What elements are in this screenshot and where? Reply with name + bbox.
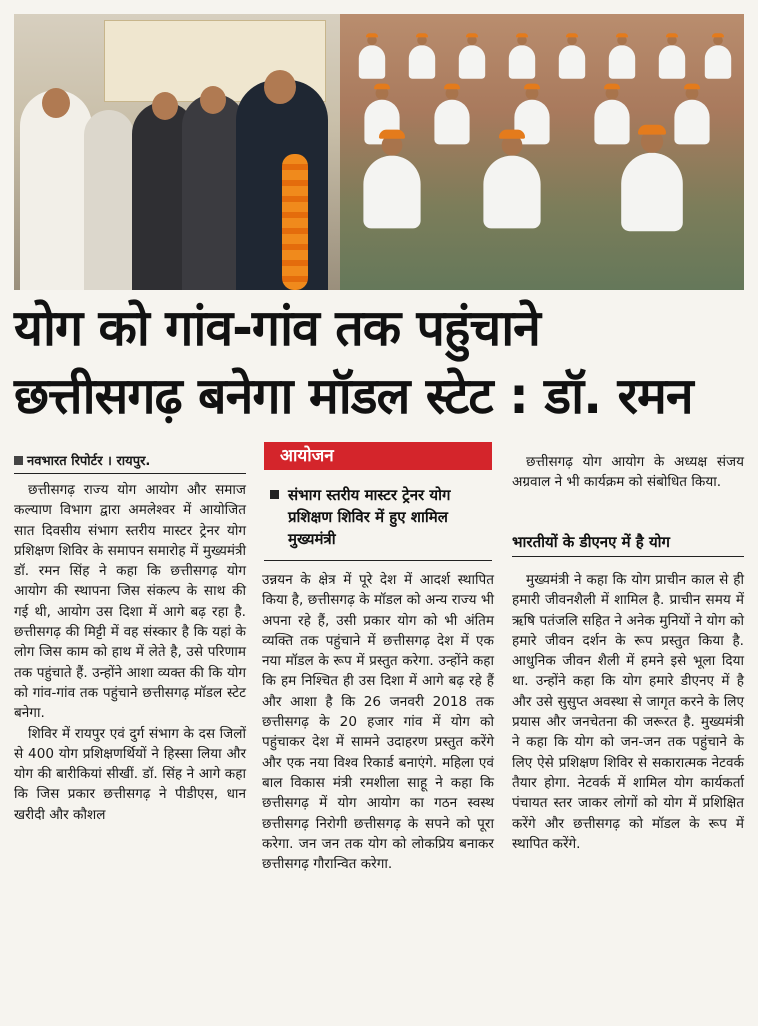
byline [14,451,246,474]
column-3 [512,570,744,854]
paragraph: शिविर में रायपुर एवं दुर्ग संभाग के दस जिलों से 400 योग प्रशिक्षणर्थियों ने हिस्सा लिया और योग की बारीकियां सीखीं. डॉ. सिंह ने आगे कहा कि जिस प्रकार छत्तीसगढ़ ने पीडीएस, धान खरीदी और कौशल [14,725,246,823]
photo-person-head [42,88,70,118]
paragraph: मुख्यमंत्री ने कहा कि योग प्राचीन काल से ही हमारी जीवनशैली में शामिल है. प्राचीन समय में ऋषि पतंजलि सहित ने अनेक मुनियों ने योग को हमारे जीवन दर्शन के रूप प्रस्तुत किया है. आधुनिक जीवन शैली में हमने इसे भूला दिया था. उन्होंने कहा कि योग हमारे डीएनए में है और उसे सुसुप्त अवस्था से जागृत करने के लिए प्रयास और जनचेतना की जरूरत है. मुख्यमंत्री ने कहा कि योग को जन-जन तक पहुंचाने के लिए ऐसे प्रशिक्षण शिविर से सकारात्मक नेटवर्क तैयार होगा. नेटवर्क में शामिल योग कार्यकर्ता पंचायत स्तर जाकर लोगों को योग में प्रशिक्षित करेंगे और छत्तीसगढ़ को मॉडल के रूप में स्थापित करेंगे. [512,572,744,852]
photo-person-head [152,92,178,120]
subheadline-text: संभाग स्तरीय मास्टर ट्रेनर योग प्रशिक्षण शिविर में हुए शामिल मुख्यमंत्री [288,486,451,548]
photo-person [20,90,92,290]
subheadline [270,484,492,550]
photo-person [84,110,134,290]
divider [264,560,492,561]
column-2 [262,570,494,874]
section-subhead: भारतीयों के डीएनए में है योग [512,532,744,557]
photo-yoga-participants [340,14,744,290]
photo-person-head [264,70,296,104]
column-1 [14,480,246,825]
headline-line-2: छत्तीसगढ़ बनेगा मॉडल स्टेट : डॉ. रमन [14,367,693,425]
photo-lamp-lighting [14,14,340,290]
paragraph: उन्नयन के क्षेत्र में पूरे देश में आदर्श स्थापित किया है, छत्तीसगढ़ के मॉडल को अन्य राज्य भी अपना रहे हैं, उसी प्रकार योग को भी अंतिम व्यक्ति तक पहुंचाने में छत्तीसगढ़ देश में एक नया मॉडल के रूप में प्रस्तुत करेगा. उन्होंने कहा कि हम निश्चित ही उस दिशा में आगे बढ़ रहे हैं और आशा है कि 26 जनवरी 2018 तक छत्तीसगढ़ के 20 हजार गांव में योग को पहुंचाकर देश में सामने उदाहरण प्रस्तुत करेंगे और एक नया विश्व रिकार्ड बनाएंगे. महिला एवं बाल विकास मंत्री रमशीला साहू ने कहा कि छत्तीसगढ़ में योग आयोग का गठन स्वस्थ छत्तीसगढ़ निरोगी छत्तीसगढ़ के सपने को पूरा करेगा. जन जन तक योग को लोकप्रिय बनाकर छत्तीसगढ़ गौरान्वित करेगा. [262,572,494,873]
headline-line-1: योग को गांव-गांव तक पहुंचाने [14,299,540,357]
paragraph: छत्तीसगढ़ योग आयोग के अध्यक्ष संजय अग्रवाल ने भी कार्यक्रम को संबोधित किया. [512,454,744,491]
photo-person-head [200,86,226,114]
column-3-top [512,452,744,493]
square-bullet-icon [270,490,279,499]
photo-flower-lamp [282,154,308,290]
section-tag: आयोजन [264,442,492,470]
byline-text: नवभारत रिपोर्टर । रायपुर. [27,454,151,469]
square-bullet-icon [14,456,23,465]
paragraph: छत्तीसगढ़ राज्य योग आयोग और समाज कल्याण विभाग द्वारा अमलेश्वर में आयोजित सात दिवसीय संभाग स्तरीय मास्टर ट्रेनर योग प्रशिक्षण शिविर के समापन समारोह में मुख्यमंत्री डॉ. रमन सिंह ने कहा कि छत्तीसगढ़ योग आयोग की स्थापना जिस संकल्प के साथ की गई थी, आयोग उस दिशा में आगे बढ़ रहा है. छत्तीसगढ़ की मिट्टी में वह संस्कार है कि यहां के लोग जिस काम को हाथ में लेते है, उसे परिणाम तक पहुंचाते हैं. उन्होंने आशा व्यक्त की कि योग को गांव-गांव तक पहुंचाने छत्तीसगढ़ मॉडल स्टेट बनेगा. [14,482,246,722]
